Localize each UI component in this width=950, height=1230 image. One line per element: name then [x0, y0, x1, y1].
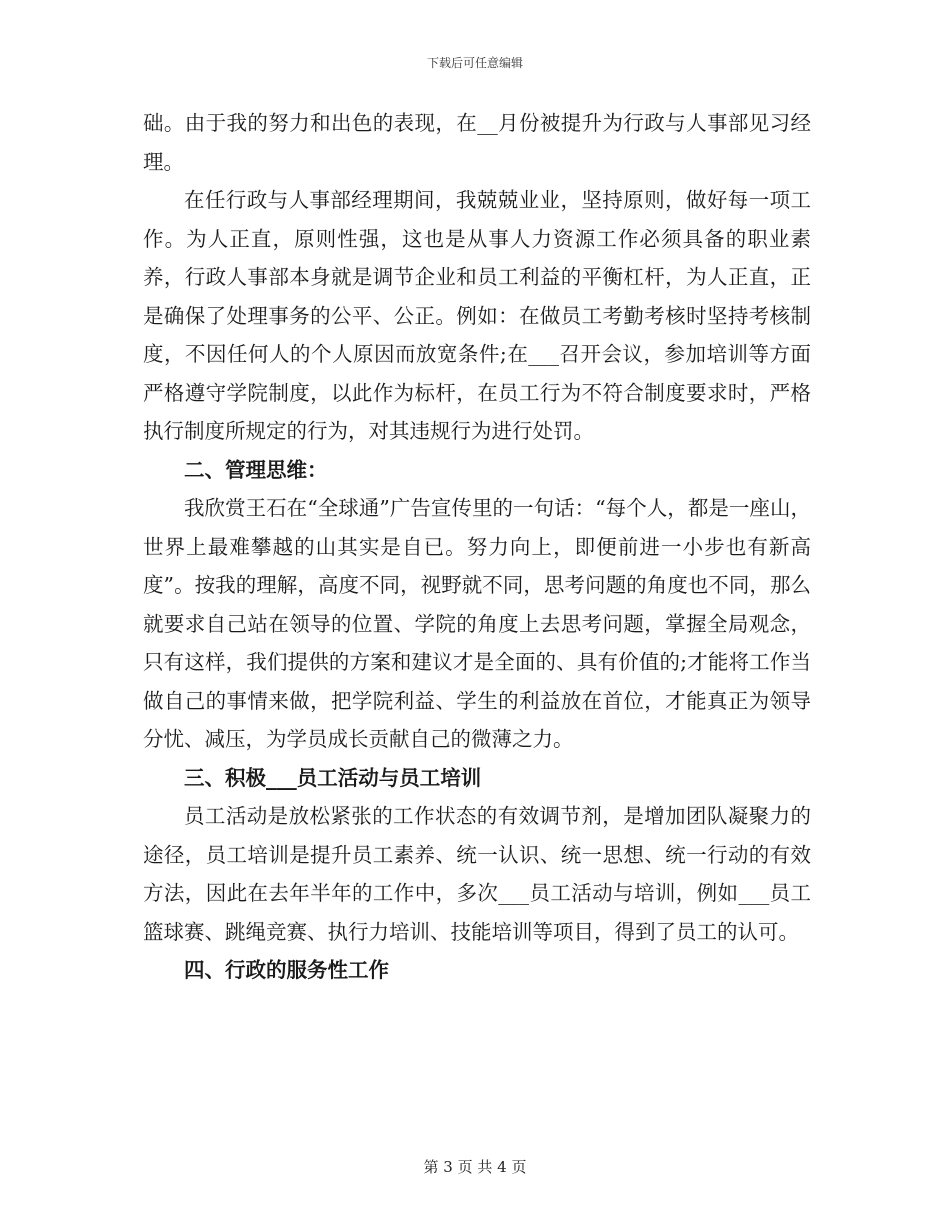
paragraph-management-thinking: 我欣赏王石在“全球通”广告宣传里的一句话：“每个人，都是一座山，世界上最难攀越的山其实是自已。努力向上，即便前进一小步也有新高度”。按我的理解，高度不同，视野就不同，思考问题的角度也不同，那么就要求自己站在领导的位置、学院的角度上去思考问题，掌握全局观念，只有这样，我们提供的方案和建议才是全面的、具有价值的;才能将工作当做自己的事情来做，把学院利益、学生的利益放在首位，才能真正为领导分忧、减压，为学员成长贡献自己的微薄之力。	[143, 496, 811, 751]
paragraph-continuation: 础。由于我的努力和出色的表现，在__月份被提升为行政与人事部见习经理。	[143, 111, 811, 174]
document-body	[143, 104, 811, 990]
section-heading-service-work: 四、行政的服务性工作	[184, 958, 389, 982]
paragraph-manager-duties: 在任行政与人事部经理期间，我兢兢业业，坚持原则，做好每一项工作。为人正直，原则性强，这也是从事人力资源工作必须具备的职业素养，行政人事部本身就是调节企业和员工利益的平衡杠杆，为人正直，正是确保了处理事务的公平、公正。例如：在做员工考勤考核时坚持考核制度，不因任何人的个人原因而放宽条件;在___召开会议，参加培训等方面严格遵守学院制度，以此作为标杆，在员工行为不符合制度要求时，严格执行制度所规定的行为，对其违规行为进行处罚。	[143, 188, 811, 443]
paragraph-employee-activities: 员工活动是放松紧张的工作状态的有效调节剂，是增加团队凝聚力的途径，员工培训是提升员工素养、统一认识、统一思想、统一行动的有效方法，因此在去年半年的工作中，多次___员工活动与培训，例如___员工篮球赛、跳绳竞赛、执行力培训、技能培训等项目，得到了员工的认可。	[143, 804, 811, 944]
page-footer: 第 3 页 共 4 页	[423, 1158, 527, 1176]
section-heading-management-thinking: 二、管理思维：	[184, 457, 328, 482]
page-header: 下载后可任意编辑	[426, 56, 523, 70]
section-heading-employee-activities: 三、积极___员工活动与员工培训	[184, 765, 482, 790]
